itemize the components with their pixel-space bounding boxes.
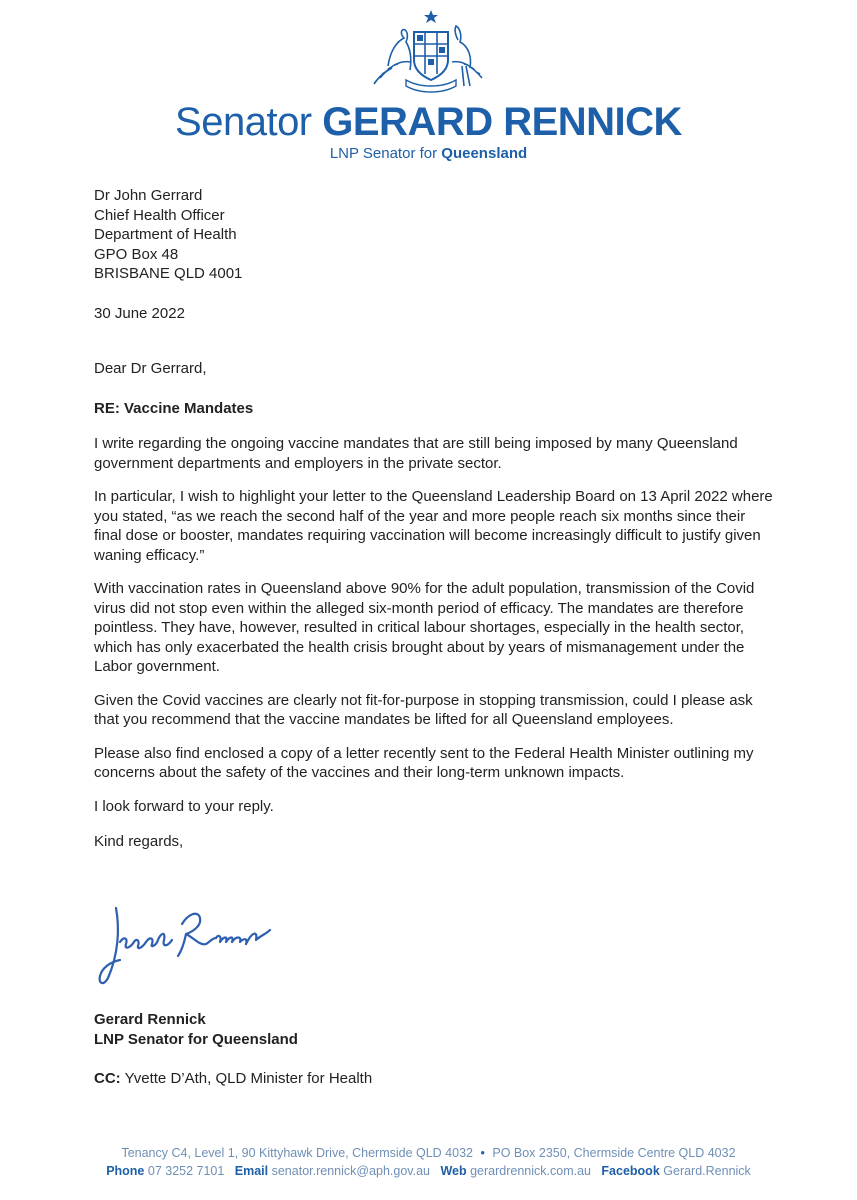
closing: Kind regards, [94,833,184,850]
footer-email[interactable]: senator.rennick@aph.gov.au [271,1164,431,1178]
letterhead-subtitle-state: Queensland [441,145,528,162]
footer-web-label: Web [440,1164,467,1178]
body-paragraph: I write regarding the ongoing vaccine mandates that are still being imposed by many Queensland government departments and employers in the private sector. [94,435,738,472]
footer-address: Tenancy C4, Level 1, 90 Kittyhawk Drive, Chermside QLD 4032 [121,1146,473,1160]
footer-facebook[interactable]: Gerard.Rennick [663,1164,751,1178]
footer-po-box: PO Box 2350, Chermside Centre QLD 4032 [492,1146,736,1160]
address-line: Dr John Gerrard [94,187,203,204]
letterhead-title-name: GERARD RENNICK [322,100,682,144]
letter-date: 30 June 2022 [94,304,185,322]
body-paragraph: In particular, I wish to highlight your letter to the Queensland Leadership Board on 13 April 2022 where you stated, “as we reach the second half of the year and more people reach six months since their final dose or booster, mandates requiring vaccination will become increasingly difficult to justify given waning efficacy.” [94,488,773,564]
footer-contact-line [0,1162,857,1180]
footer-address-line [0,1144,857,1162]
letterhead-subtitle-prefix: LNP Senator for [329,145,438,162]
footer-web[interactable]: gerardrennick.com.au [470,1164,591,1178]
body-paragraph: Given the Covid vaccines are clearly not fit-for-purpose in stopping transmission, could I please ask that you recommend that the vaccine mandates be lifted for all Queensland employees. [94,691,753,728]
footer-phone-label: Phone [106,1164,145,1178]
body-paragraph: With vaccination rates in Queensland above 90% for the adult population, transmission of the Covid virus did not stop even within the alleged six-month period of efficacy. The mandates are therefore pointless. They have, however, resulted in critical labour shortages, especially in the health sector, which has only exacerbated the health crisis brought about by years of mismanagement under the Labor government. [94,580,755,675]
cc-text: Yvette D’Ath, QLD Minister for Health [124,1070,373,1087]
sender-title: LNP Senator for Queensland [94,1031,298,1048]
address-line: Department of Health [94,226,237,243]
salutation: Dear Dr Gerrard, [94,360,207,377]
address-line: Chief Health Officer [94,206,225,224]
footer-facebook-label: Facebook [601,1164,660,1178]
footer-phone: 07 3252 7101 [147,1164,225,1178]
body-paragraph: Please also find enclosed a copy of a letter recently sent to the Federal Health Minister outlining my concerns about the safety of the vaccines and their long-term unknown impacts. [94,744,754,781]
letterhead-subtitle [0,145,857,163]
recipient-address [94,186,774,284]
letterhead-title-prefix: Senator [175,100,312,144]
body-paragraph: I look forward to your reply. [94,797,274,815]
letter-body [94,186,774,852]
address-line: GPO Box 48 [94,245,179,263]
sender-name: Gerard Rennick [94,1011,206,1028]
sender-block [94,1010,298,1050]
letterhead-title [0,98,857,146]
cc-label: CC: [94,1070,121,1087]
subject-line: RE: Vaccine Mandates [94,399,254,417]
coat-of-arms-icon [370,8,492,94]
address-line: BRISBANE QLD 4001 [94,265,243,282]
footer-email-label: Email [234,1164,269,1178]
cc-line [94,1069,372,1089]
handwritten-signature [94,900,284,992]
footer-separator: • [480,1146,485,1160]
